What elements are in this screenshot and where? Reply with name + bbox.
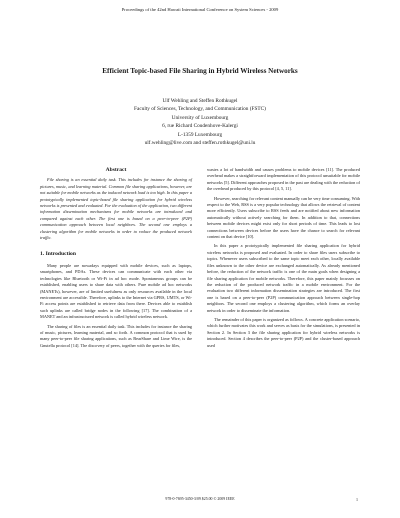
right-paragraph-2: However, searching for relevant content manually can be very time consuming. With respect to the Web, RSS is a very popular technology that allows the retrieval of content more efficiently. Users subscribe to RSS feeds and are notified about new information automatically without actively searching for them. In addition to that, connections between mobile devices might exist only for short periods of time. This leads to lost connections between devices before the users have the chance to search for relevant content on that device [10]. (207, 195, 360, 240)
author-names: Ulf Wehling and Steffen Rothkugel (162, 98, 238, 104)
author-emails: ulf.wehling@live.com and steffen.rothkugel@uni.lu (144, 140, 256, 147)
intro-paragraph-2: The sharing of files is an essential daily task. This includes for instance the sharing of music, pictures, learning material, and so forth. A common protocol that is used by many peer-to-peer file sharing applications, such as BearShare and Lime Wire, is the Gnutella protocol [14]. The discovery of peers, together with the queries for files, (40, 323, 192, 348)
proceedings-header: Proceedings of the 42nd Hawaii International Conference on System Sciences - 2009 (121, 7, 279, 12)
author-city: L-1359 Luxembourg (177, 131, 223, 138)
author-affiliation: Faculty of Sciences, Technology, and Communication (FSTC) (134, 106, 266, 113)
right-paragraph-4: The remainder of this paper is organized as follows. A concrete application scenario, which further motivates this work and serves as basis for the simulations, is presented in Section 2. In Section 3 the file sharing application for hybrid wireless networks is introduced. Section 4 describes the peer-to-peer (P2P) and the cluster-based approach used (207, 316, 360, 348)
author-street: 6, rue Richard Coudenhove-Kalergi (162, 123, 238, 130)
right-column (207, 167, 360, 349)
right-paragraph-1: wastes a lot of bandwidth and causes problems to mobile devices [11]. The produced overhead makes a straightforward implementation of this protocol unsuitable for mobile networks [5]. Different approaches proposed in the past are dealing with the reduction of the overhead produced by this protocol [4, 5, 11]. (207, 167, 360, 192)
page-number: 1 (356, 497, 358, 502)
introduction-heading: 1. Introduction (40, 251, 76, 258)
author-university: University of Luxembourg (171, 114, 229, 121)
abstract-heading: Abstract (105, 167, 127, 173)
left-column (40, 167, 192, 349)
author-block (0, 97, 400, 147)
abstract-text: File sharing is an essential daily task. This includes for instance the sharing of pictures, music, and learning material. Common file sharing applications, however, are not suitable for mobile networks as the induced network load is too high. In this paper a prototypically implemented topic-based file sharing application for hybrid wireless networks is presented and evaluated. For the evaluation of the application, two different information dissemination mechanisms for mobile networks are introduced and compared against each other. The first one is based on a peer-to-peer (P2P) communication approach between local neighbors. The second one employs a clustering algorithm for mobile networks in order to reduce the produced network traffic. (40, 177, 192, 241)
right-paragraph-3: In this paper a prototypically implemented file sharing application for hybrid wireless networks is proposed and evaluated. In order to share files users subscribe to topics. Whenever users subscribed to the same topic meet each other, locally available files unknown to the other device are exchanged automatically. As already mentioned before, the reduction of the network traffic is one of the main goals when designing a file sharing application for mobile networks. Therefore, this paper mainly focusses on the reduction of the produced network traffic in a mobile environment. For the evaluation two different information dissemination strategies are introduced. The first one is based on a peer-to-peer (P2P) communication approach between single-hop neighbors. The second one employs a clustering algorithm, which forms an overlay network in order to disseminate the information. (207, 243, 360, 313)
intro-paragraph-1: Many people are nowadays equipped with mobile devices, such as laptops, smartphones, and PDAs. These devices can communicate with each other via technologies like Bluetooth or Wi-Fi in ad hoc mode. Spontaneous groups can be established, enabling users to share data with others. Pure mobile ad hoc networks (MANETs), however, are of limited usefulness as only resources available in the local environment are accessible. Therefore, uplinks to the Internet via GPRS, UMTS, or Wi-Fi access points are established to retrieve data from there. Devices able to establish such uplinks are called bridge nodes in the following [17]. The combination of a MANET and an infrastructured network is called hybrid wireless network. (40, 262, 192, 320)
copyright-footer: 978-0-7695-3450-3/09 $25.00 © 2009 IEEE (165, 497, 235, 501)
paper-title: Efficient Topic-based File Sharing in Hybrid Wireless Networks (102, 67, 298, 75)
